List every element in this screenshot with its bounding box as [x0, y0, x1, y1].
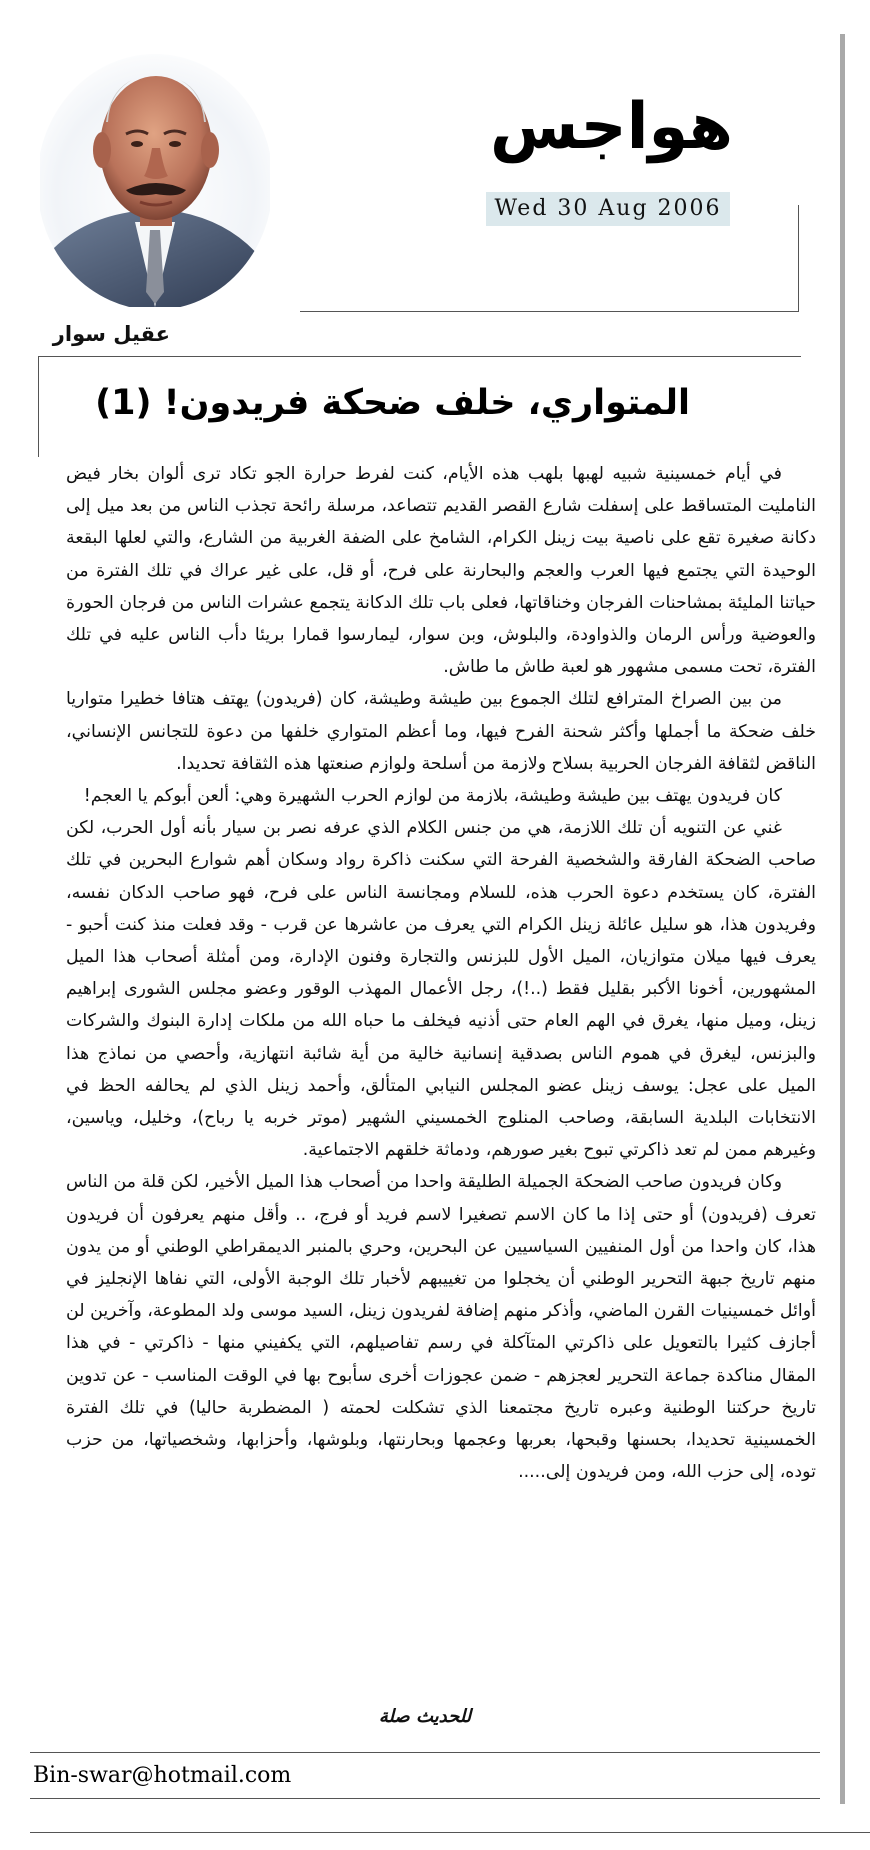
- author-photo: [40, 52, 270, 307]
- divider: [30, 1832, 870, 1833]
- column-name: هواجس: [490, 90, 734, 164]
- paragraph: وكان فريدون صاحب الضحكة الجميلة الطليقة واحدا من أصحاب هذا الميل الأخير، لكن قلة من الناس تعرف (فريدون) أو حتى إذا ما كان الاسم تصغيرا لاسم فريد أو فرج، .. وأقل منهم يعرفون أن فريدون هذا، كان واحدا من أول المنفيين السياسيين عن البحرين، وحري بالمنبر الديمقراطي الوطني أو من يدون منهم تاريخ جبهة التحرير الوطني أن يخجلوا من تغييبهم لأخبار تلك الوجبة الأولى، التي نفاها الإنجليز في أوائل خمسينيات القرن الماضي، وأذكر منهم إضافة لفريدون زينل، السيد موسى ولد المطوعة، وآخرين لن أجازف كثيرا بالتعويل على ذاكرتي المتآكلة في رسم تفاصيلهم، التي يكفيني منها - ذاكرتي - في هذا المقال مناكدة جماعة التحرير لعجزهم - ضمن عجوزات أخرى سأبوح بها في الوقت المناسب - عن تدوين تاريخ حركتنا الوطنية وعبره تاريخ مجتمعنا الذي تشكلت لحمته ( المضطربة حاليا) في تلك الفترة الخمسينية تحديدا، بحسنها وقبحها، بعربها وعجمها وبحارنتها، وبلوشها، وأحزابها، وشخصياتها، من حزب توده، إلى حزب الله، ومن فريدون إلى.....: [66, 1172, 816, 1483]
- paragraph: غني عن التنويه أن تلك اللازمة، هي من جنس الكلام الذي عرفه نصر بن سيار بأنه أول الحرب، لكن صاحب الضحكة الفارقة والشخصية الفرحة التي سكنت ذاكرة رواد وسكان أهم شوارع البحرين في تلك الفترة، كان يستخدم دعوة الحرب هذه، للسلام ومجانسة الناس على فرح، فهو صاحب الدكان نفسه، وفريدون هذا، هو سليل عائلة زينل الكرام التي يعرف من عاشرها عن قرب - وقد فعلت منذ كنت أحبو - يعرف فيها ميلان متوازيان، الميل الأول للبزنس والتجارة وفنون الإدارة، ومن أمثلة أصحاب هذا الميل المشهورين، أخونا الأكبر بقليل فقط (..!)، رجل الأعمال المهذب الوقور وعضو مجلس الشورى إبراهيم زينل، وميل منها، يغرق في الهم العام حتى أذنيه فيخلف ما حباه الله من ملكات إدارة البنوك والشركات والبزنس، ليغرق في هموم الناس بصدقية إنسانية خالية من أية شائبة انتهازية، وأحصي من نماذج هذا الميل على عجل: يوسف زينل عضو المجلس النيابي المتألق، وأحمد زينل الذي لم يحالفه الحظ في الانتخابات البلدية السابقة، وصاحب المنلوج الخمسيني الشهير (موتر خربه يا رباح)، وخليل، وياسين، وغيرهم ممن لم تعد ذاكرتي تبوح بغير صورهم، ودماثة خلقهم الاجتماعية.: [66, 818, 816, 1161]
- author-email: Bin-swar@hotmail.com: [33, 1763, 292, 1788]
- page-right-rule: [840, 34, 845, 1804]
- divider: [30, 1752, 820, 1753]
- continued-note: للحديث صلة: [378, 1706, 472, 1727]
- paragraph: كان فريدون يهتف بين طيشة وطيشة، بلازمة من لوازم الحرب الشهيرة وهي: ألعن أبوكم يا العجم!: [83, 786, 782, 807]
- article-body: [66, 458, 816, 1489]
- divider: [30, 1798, 820, 1799]
- author-name: عقيل سوار: [52, 322, 170, 346]
- article-title: المتواري، خلف ضحكة فريدون! (1): [95, 383, 690, 423]
- paragraph: من بين الصراخ المترافع لتلك الجموع بين طيشة وطيشة، كان (فريدون) يهتف هتافا خطيرا متواريا خلف ضحكة ما أجملها وأكثر شحنة الفرح فيها، وما أعظم المتواري خلفها من دعوة للتجانس الإنساني، الناقض لثقافة الفرجان الحربية بسلاح ولازمة من أسلحة ولوازم صنعتها هذه الثقافة تحديدا.: [66, 689, 816, 774]
- publication-date: Wed 30 Aug 2006: [486, 192, 730, 226]
- paragraph: في أيام خمسينية شبيه لهبها بلهب هذه الأيام، كنت لفرط حرارة الجو تكاد ترى ألوان بخار فيض النامليت المتساقط على إسفلت شارع القصر القديم تتصاعد، مرسلة رائحة تجذب الناس من بعد ميل إلى دكانة صغيرة تقع على ناصية بيت زينل الكرام، الشامخ على الضفة الغربية من الشارع، والتي لعلها البقعة الوحيدة التي يجتمع فيها العرب والعجم والبحارنة على فرح، أو قل، على غير عراك في تلك الفترة من حياتنا المليئة بمشاحنات الفرجان وخناقاتها، فعلى باب تلك الدكانة يتجمع عشرات الناس من فرجان الحورة والعوضية ورأس الرمان والذواودة، والبلوش، وبن سوار، ليمارسوا قمارا بريئا دأب الناس عليه في تلك الفترة، تحت مسمى مشهور هو لعبة طاش ما طاش.: [66, 464, 816, 678]
